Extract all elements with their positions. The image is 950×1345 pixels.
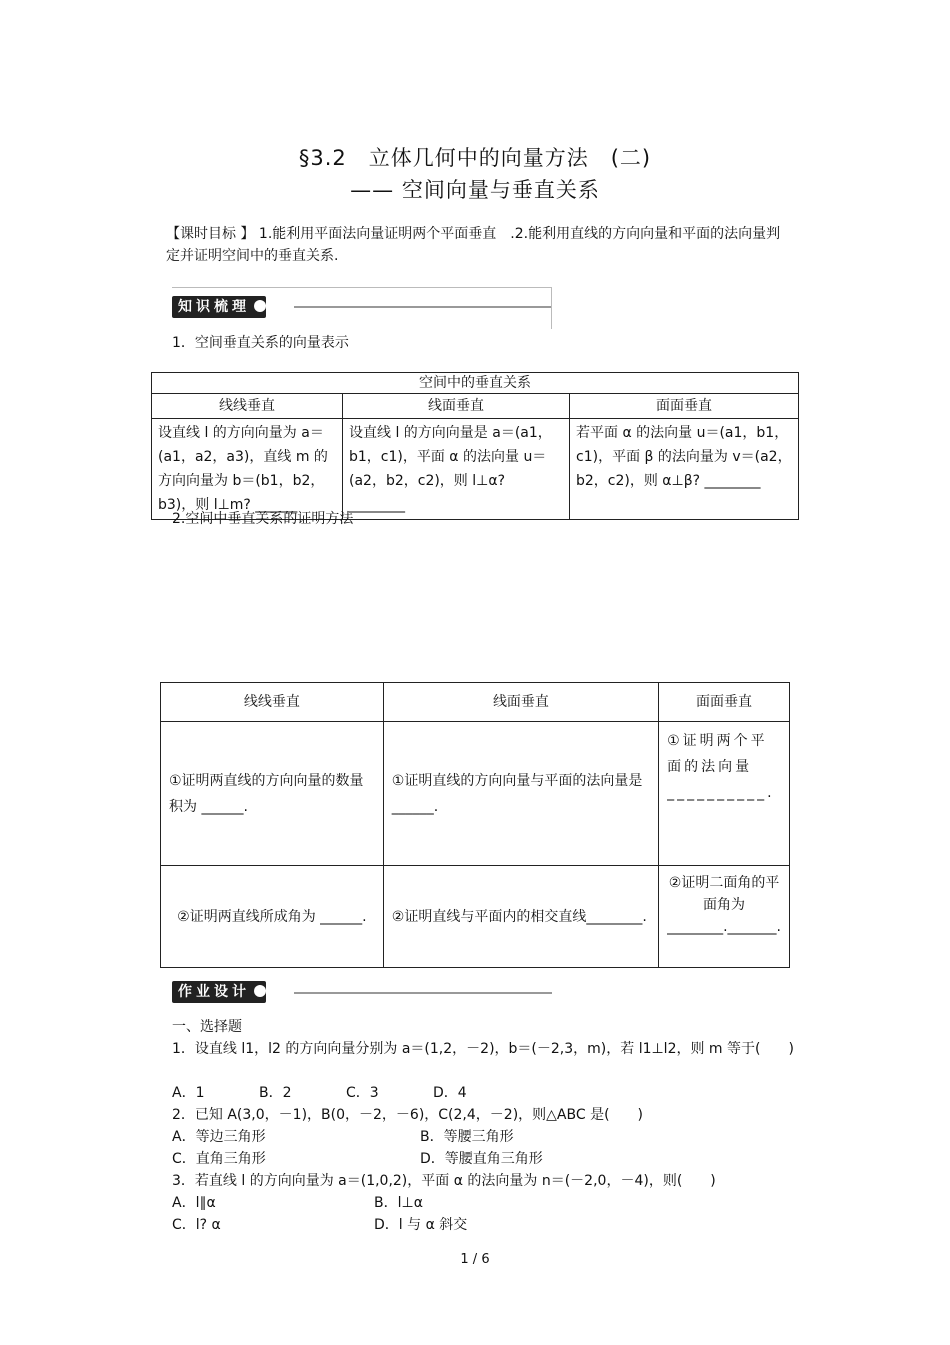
circle-icon [254,985,266,997]
homework-section-header [172,981,552,1003]
knowledge-banner-label: 知识梳理 [178,299,250,315]
knowledge-section-header [172,296,552,318]
page-title: §3.2 立体几何中的向量方法 (二) [298,146,652,170]
page-subtitle: —— 空间向量与垂直关系 [350,178,600,202]
q1-option-d: D．4 [433,1085,467,1101]
divider [294,992,552,994]
table-caption: 空间中的垂直关系 [152,373,799,394]
q2-option-a: A．等边三角形 [172,1129,266,1145]
table-cell: ①证明直线的方向向量与平面的法向量是 ______. [383,722,658,866]
q3-option-c: C．l? α [172,1217,221,1233]
homework-banner-label: 作业设计 [178,984,250,1000]
q1-option-b: B．2 [259,1085,292,1101]
question-3: 3．若直线 l 的方向向量为 a＝(1,0,2)，平面 α 的法向量为 n＝(－2,0，－4)，则( ) [172,1173,716,1189]
table-header: 面面垂直 [659,683,790,722]
item-2: 2.空间中垂直关系的证明方法 [172,511,354,527]
table-cell: ②证明直线与平面内的相交直线________. [383,866,658,968]
q3-option-a: A．l∥α [172,1195,216,1211]
table-cell: 设直线 l 的方向向量为 a＝(a1，a2，a3)，直线 m 的方向向量为 b＝(b1，b2，b3)，则 l⊥m? ______ [152,419,343,520]
q1-option-c: C．3 [346,1085,379,1101]
table-cell: 设直线 l 的方向向量是 a＝(a1，b1，c1)，平面 α 的法向量 u＝(a2，b2，c2)，则 l⊥α? ________ [343,419,570,520]
table-cell: ②证明两直线所成角为 ______. [161,866,384,968]
table-cell: ①证明两直线的方向向量的数量积为 ______. [161,722,384,866]
goal-label: 【课时目标 】 [166,226,255,242]
table-cell: ②证明二面角的平面角为________._______. [659,866,790,968]
table-cell: ①证明两个平面的法向量__________. [659,722,790,866]
table-header: 线面垂直 [383,683,658,722]
homework-banner [172,981,266,1003]
table-header: 面面垂直 [570,394,799,419]
lesson-goal [166,223,786,267]
q3-option-d: D．l 与 α 斜交 [374,1217,468,1233]
knowledge-banner [172,296,266,318]
table-header: 线线垂直 [152,394,343,419]
table-cell: 若平面 α 的法向量 u＝(a1，b1，c1)，平面 β 的法向量为 v＝(a2，b2，c2)，则 α⊥β? ________ [570,419,799,520]
question-1: 1．设直线 l1，l2 的方向向量分别为 a＝(1,2，－2)，b＝(－2,3，m)，若 l1⊥l2，则 m 等于( ) [172,1041,794,1057]
q2-option-b: B．等腰三角形 [420,1129,514,1145]
questions-heading: 一、选择题 [172,1019,242,1035]
circle-icon [254,300,266,312]
goal-text: 1.能利用平面法向量证明两个平面垂直 .2.能利用直线的方向向量和平面的法向量判定并证明空间中的垂直关系. [166,226,781,264]
question-2: 2．已知 A(3,0，－1)，B(0，－2，－6)，C(2,4，－2)，则△ABC 是( ) [172,1107,644,1123]
q1-option-a: A．1 [172,1085,205,1101]
table-header: 线线垂直 [161,683,384,722]
table-header: 线面垂直 [343,394,570,419]
q2-option-c: C．直角三角形 [172,1151,266,1167]
divider [294,306,552,308]
q2-option-d: D．等腰直角三角形 [420,1151,543,1167]
vector-representation-table [151,372,799,520]
q3-option-b: B．l⊥α [374,1195,423,1211]
page-number: 1 / 6 [460,1252,490,1267]
item-1: 1．空间垂直关系的向量表示 [172,335,349,351]
proof-method-table [160,682,790,968]
